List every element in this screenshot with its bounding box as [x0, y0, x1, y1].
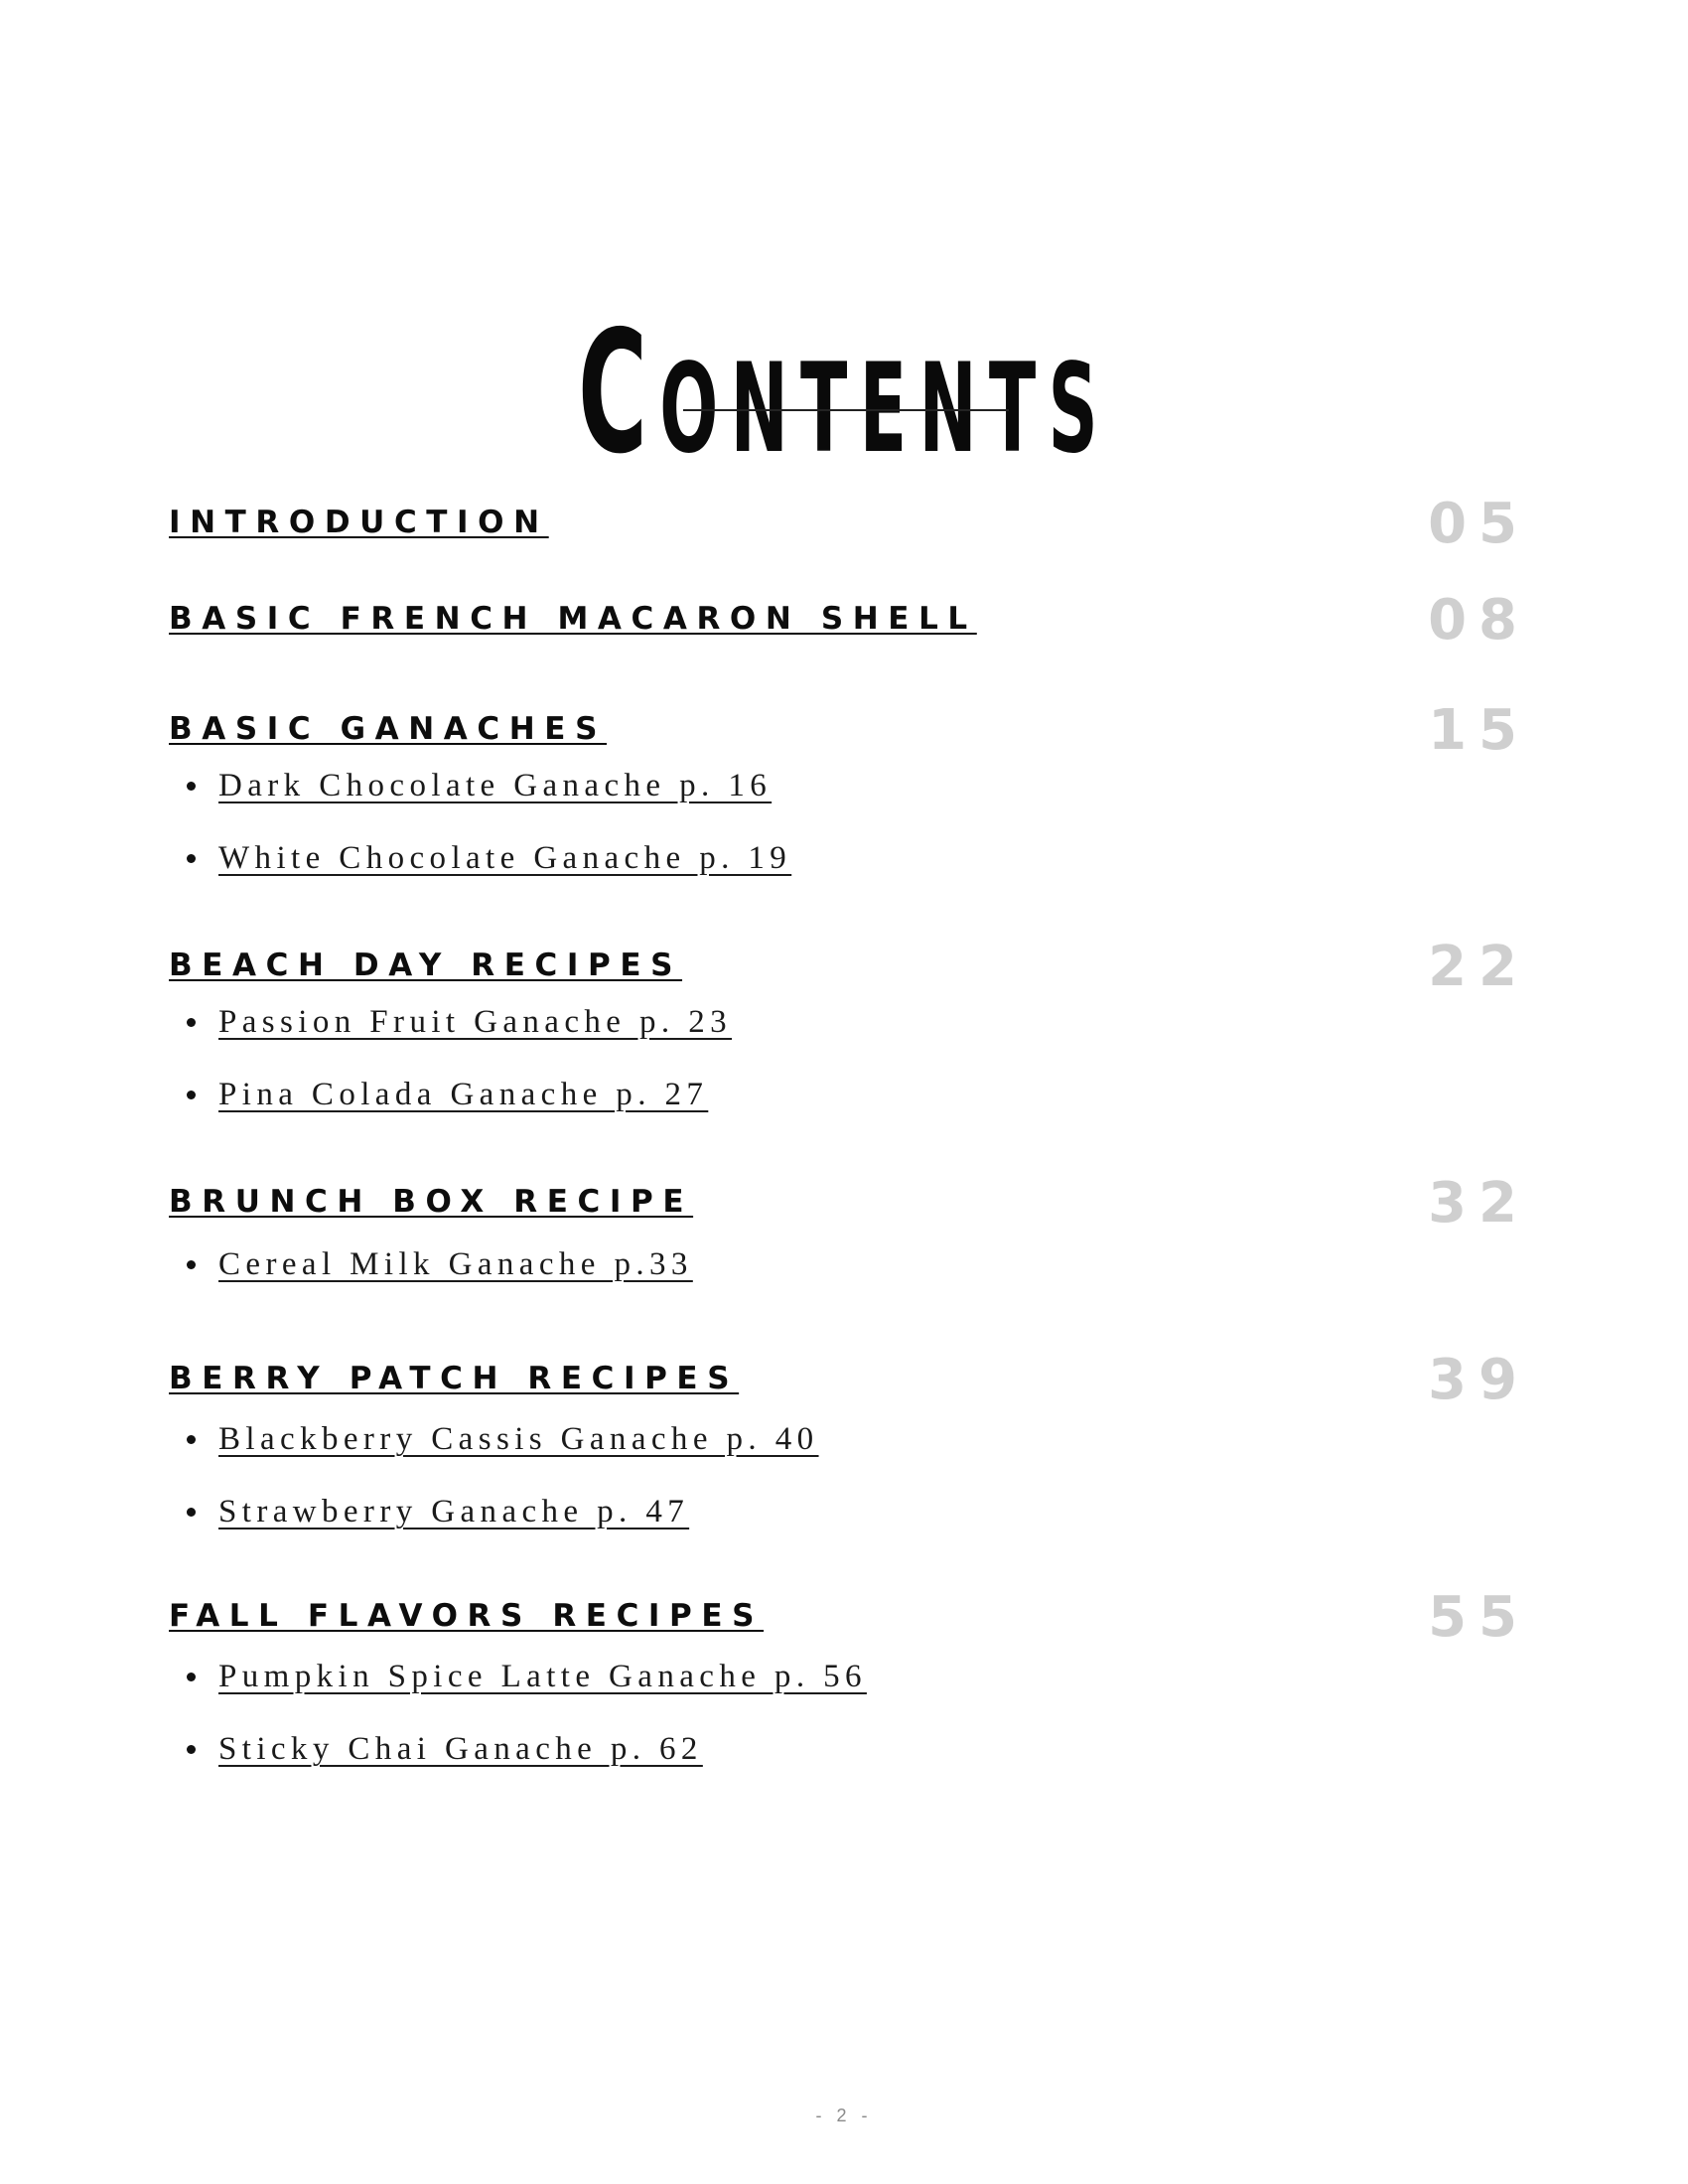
toc-heading-introduction[interactable]: INTRODUCTION [169, 505, 549, 540]
toc-item [169, 1072, 1529, 1144]
toc-item [169, 999, 1529, 1072]
toc-item [169, 835, 1529, 908]
bullet-icon [187, 1745, 196, 1754]
toc-page-number: 32 [1428, 1171, 1529, 1236]
toc-item-link[interactable]: Pumpkin Spice Latte Ganache p. 56 [218, 1659, 867, 1694]
bullet-icon [187, 854, 196, 863]
title-initial: C [578, 294, 660, 492]
toc-heading-fall-flavors[interactable]: FALL FLAVORS RECIPES [169, 1598, 765, 1634]
toc-item-link[interactable]: Cereal Milk Ganache p.33 [218, 1246, 693, 1282]
toc-section-berry-patch [169, 1348, 1529, 1561]
toc-section-macaron-shell [169, 588, 1529, 653]
toc-section-basic-ganaches [169, 698, 1529, 908]
bullet-icon [187, 1508, 196, 1517]
toc-item [169, 1241, 1529, 1314]
toc-page-number: 39 [1428, 1348, 1529, 1412]
toc-item-list [169, 1416, 1529, 1561]
toc-section-beach-day [169, 935, 1529, 1144]
bullet-icon [187, 1435, 196, 1444]
toc-heading-basic-ganaches[interactable]: BASIC GANACHES [169, 711, 607, 747]
title-divider [683, 409, 1009, 411]
toc-section-brunch-box [169, 1171, 1529, 1314]
toc-section-fall-flavors [169, 1585, 1529, 1799]
page-footer-number: - 2 - [815, 2106, 873, 2125]
bullet-icon [187, 1260, 196, 1269]
toc-item [169, 1489, 1529, 1561]
toc-heading-beach-day[interactable]: BEACH DAY RECIPES [169, 947, 683, 983]
toc-item-link[interactable]: Passion Fruit Ganache p. 23 [218, 1004, 733, 1040]
toc-item [169, 1416, 1529, 1489]
toc-item [169, 1726, 1529, 1799]
bullet-icon [187, 782, 196, 791]
bullet-icon [187, 1018, 196, 1027]
toc-section-introduction [169, 492, 1529, 556]
title-rest: ONTENTS [659, 337, 1110, 481]
toc-page-number: 08 [1428, 588, 1529, 653]
toc-page-number: 15 [1428, 698, 1529, 763]
toc-item-link[interactable]: White Chocolate Ganache p. 19 [218, 840, 792, 876]
toc-item-link[interactable]: Blackberry Cassis Ganache p. 40 [218, 1421, 819, 1457]
toc-item [169, 763, 1529, 835]
toc-item-list [169, 999, 1529, 1144]
toc-page-number: 22 [1428, 935, 1529, 999]
bullet-icon [187, 1091, 196, 1099]
toc-item-list [169, 763, 1529, 908]
toc-page-number: 05 [1428, 492, 1529, 556]
toc-item-link[interactable]: Pina Colada Ganache p. 27 [218, 1077, 709, 1112]
toc-item-link[interactable]: Sticky Chai Ganache p. 62 [218, 1731, 703, 1767]
toc-item [169, 1654, 1529, 1726]
toc-item-list [169, 1654, 1529, 1799]
toc-heading-brunch-box[interactable]: BRUNCH BOX RECIPE [169, 1184, 694, 1220]
toc-heading-berry-patch[interactable]: BERRY PATCH RECIPES [169, 1361, 740, 1396]
toc-item-link[interactable]: Strawberry Ganache p. 47 [218, 1494, 690, 1529]
toc-item-list [169, 1241, 1529, 1314]
toc-item-link[interactable]: Dark Chocolate Ganache p. 16 [218, 768, 773, 803]
toc-page-number: 55 [1428, 1585, 1529, 1650]
toc-heading-macaron-shell[interactable]: BASIC FRENCH MACARON SHELL [169, 601, 977, 637]
bullet-icon [187, 1673, 196, 1681]
page-title [371, 294, 1317, 499]
